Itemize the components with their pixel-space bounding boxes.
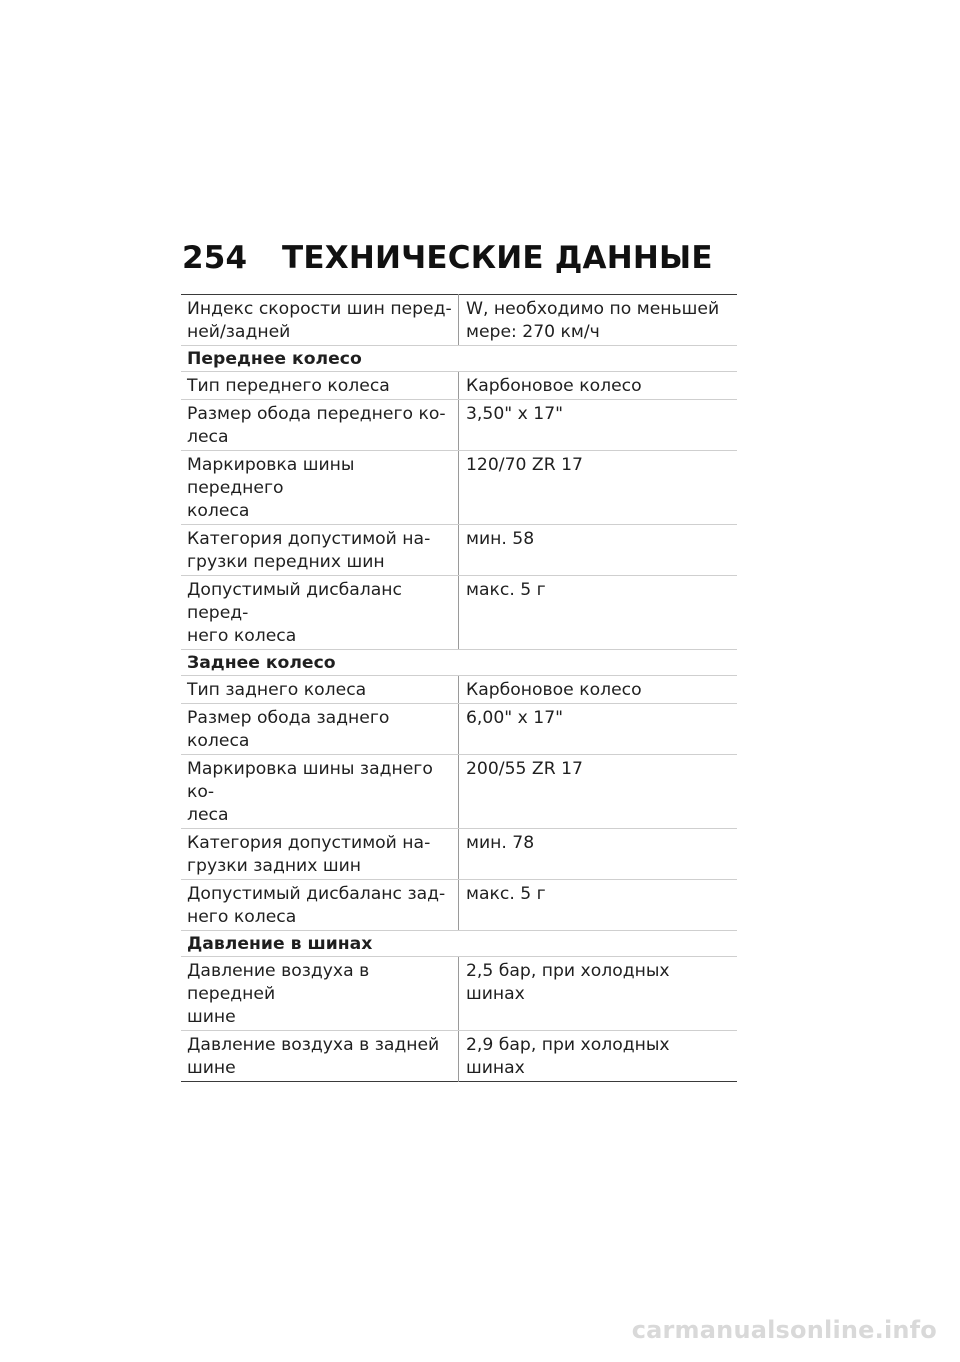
- label-line: Допустимый дисбаланс перед-: [187, 580, 402, 623]
- table-row: [181, 372, 737, 400]
- row-value: 3,50" x 17": [459, 400, 738, 451]
- table-row: [181, 400, 737, 451]
- row-value: 2,5 бар, при холодных шинах: [459, 957, 738, 1031]
- section-heading-row: [181, 346, 737, 372]
- row-label: [181, 525, 459, 576]
- table-row: [181, 451, 737, 525]
- row-label: Тип переднего колеса: [181, 372, 459, 400]
- table-row: [181, 755, 737, 829]
- section-heading-row: [181, 650, 737, 676]
- table-row: [181, 576, 737, 650]
- value-line: мере: 270 км/ч: [466, 322, 600, 342]
- row-label: [181, 755, 459, 829]
- row-label: Тип заднего колеса: [181, 676, 459, 704]
- specs-table: [181, 294, 737, 1082]
- row-value: макс. 5 г: [459, 880, 738, 931]
- section-heading-front: Переднее колесо: [181, 346, 737, 372]
- row-value: мин. 78: [459, 829, 738, 880]
- page-number: 254: [182, 240, 248, 276]
- label-line: Давление воздуха в передней: [187, 961, 370, 1004]
- table-row: [181, 704, 737, 755]
- row-label: [181, 1031, 459, 1082]
- label-line: Допустимый дисбаланс зад-: [187, 884, 446, 904]
- label-line: леса: [187, 427, 229, 447]
- label-line: шине: [187, 1058, 236, 1078]
- label-line: Размер обода переднего ко-: [187, 404, 446, 424]
- table-row: [181, 829, 737, 880]
- table-row: [181, 525, 737, 576]
- page-header: [182, 240, 713, 276]
- table-row: [181, 1031, 737, 1082]
- label-line: него колеса: [187, 907, 297, 927]
- label-line: Категория допустимой на-: [187, 529, 431, 549]
- page-title: ТЕХНИЧЕСКИЕ ДАННЫЕ: [282, 240, 713, 276]
- label-line: него колеса: [187, 626, 297, 646]
- row-value: 200/55 ZR 17: [459, 755, 738, 829]
- section-heading-rear: Заднее колесо: [181, 650, 737, 676]
- row-label: Размер обода заднего колеса: [181, 704, 459, 755]
- label-line: ней/задней: [187, 322, 291, 342]
- label-line: грузки передних шин: [187, 552, 385, 572]
- row-label: [181, 295, 459, 346]
- row-value: [459, 295, 738, 346]
- label-line: Маркировка шины заднего ко-: [187, 759, 433, 802]
- label-line: леса: [187, 805, 229, 825]
- value-line: W, необходимо по меньшей: [466, 299, 720, 319]
- row-value: 6,00" x 17": [459, 704, 738, 755]
- row-label: [181, 880, 459, 931]
- label-line: Индекс скорости шин перед-: [187, 299, 452, 319]
- label-line: колеса: [187, 501, 250, 521]
- row-label: [181, 829, 459, 880]
- label-line: Давление воздуха в задней: [187, 1035, 440, 1055]
- row-value: Карбоновое колесо: [459, 372, 738, 400]
- table-row: [181, 880, 737, 931]
- row-value: 2,9 бар, при холодных шинах: [466, 1035, 670, 1078]
- row-value: мин. 58: [459, 525, 738, 576]
- table-row: [181, 957, 737, 1031]
- label-line: Категория допустимой на-: [187, 833, 431, 853]
- row-value: Карбоновое колесо: [459, 676, 738, 704]
- label-line: грузки задних шин: [187, 856, 361, 876]
- section-heading-pressure: Давление в шинах: [181, 931, 737, 957]
- row-label: [181, 576, 459, 650]
- table-row-speed-index: [181, 295, 737, 346]
- table-row: [181, 676, 737, 704]
- row-value: макс. 5 г: [459, 576, 738, 650]
- row-label: [181, 957, 459, 1031]
- row-label: [181, 451, 459, 525]
- label-line: Маркировка шины переднего: [187, 455, 355, 498]
- section-heading-row: [181, 931, 737, 957]
- row-label: [181, 400, 459, 451]
- label-line: шине: [187, 1007, 236, 1027]
- watermark: carmanualsonline.info: [631, 1316, 937, 1344]
- row-value: 120/70 ZR 17: [459, 451, 738, 525]
